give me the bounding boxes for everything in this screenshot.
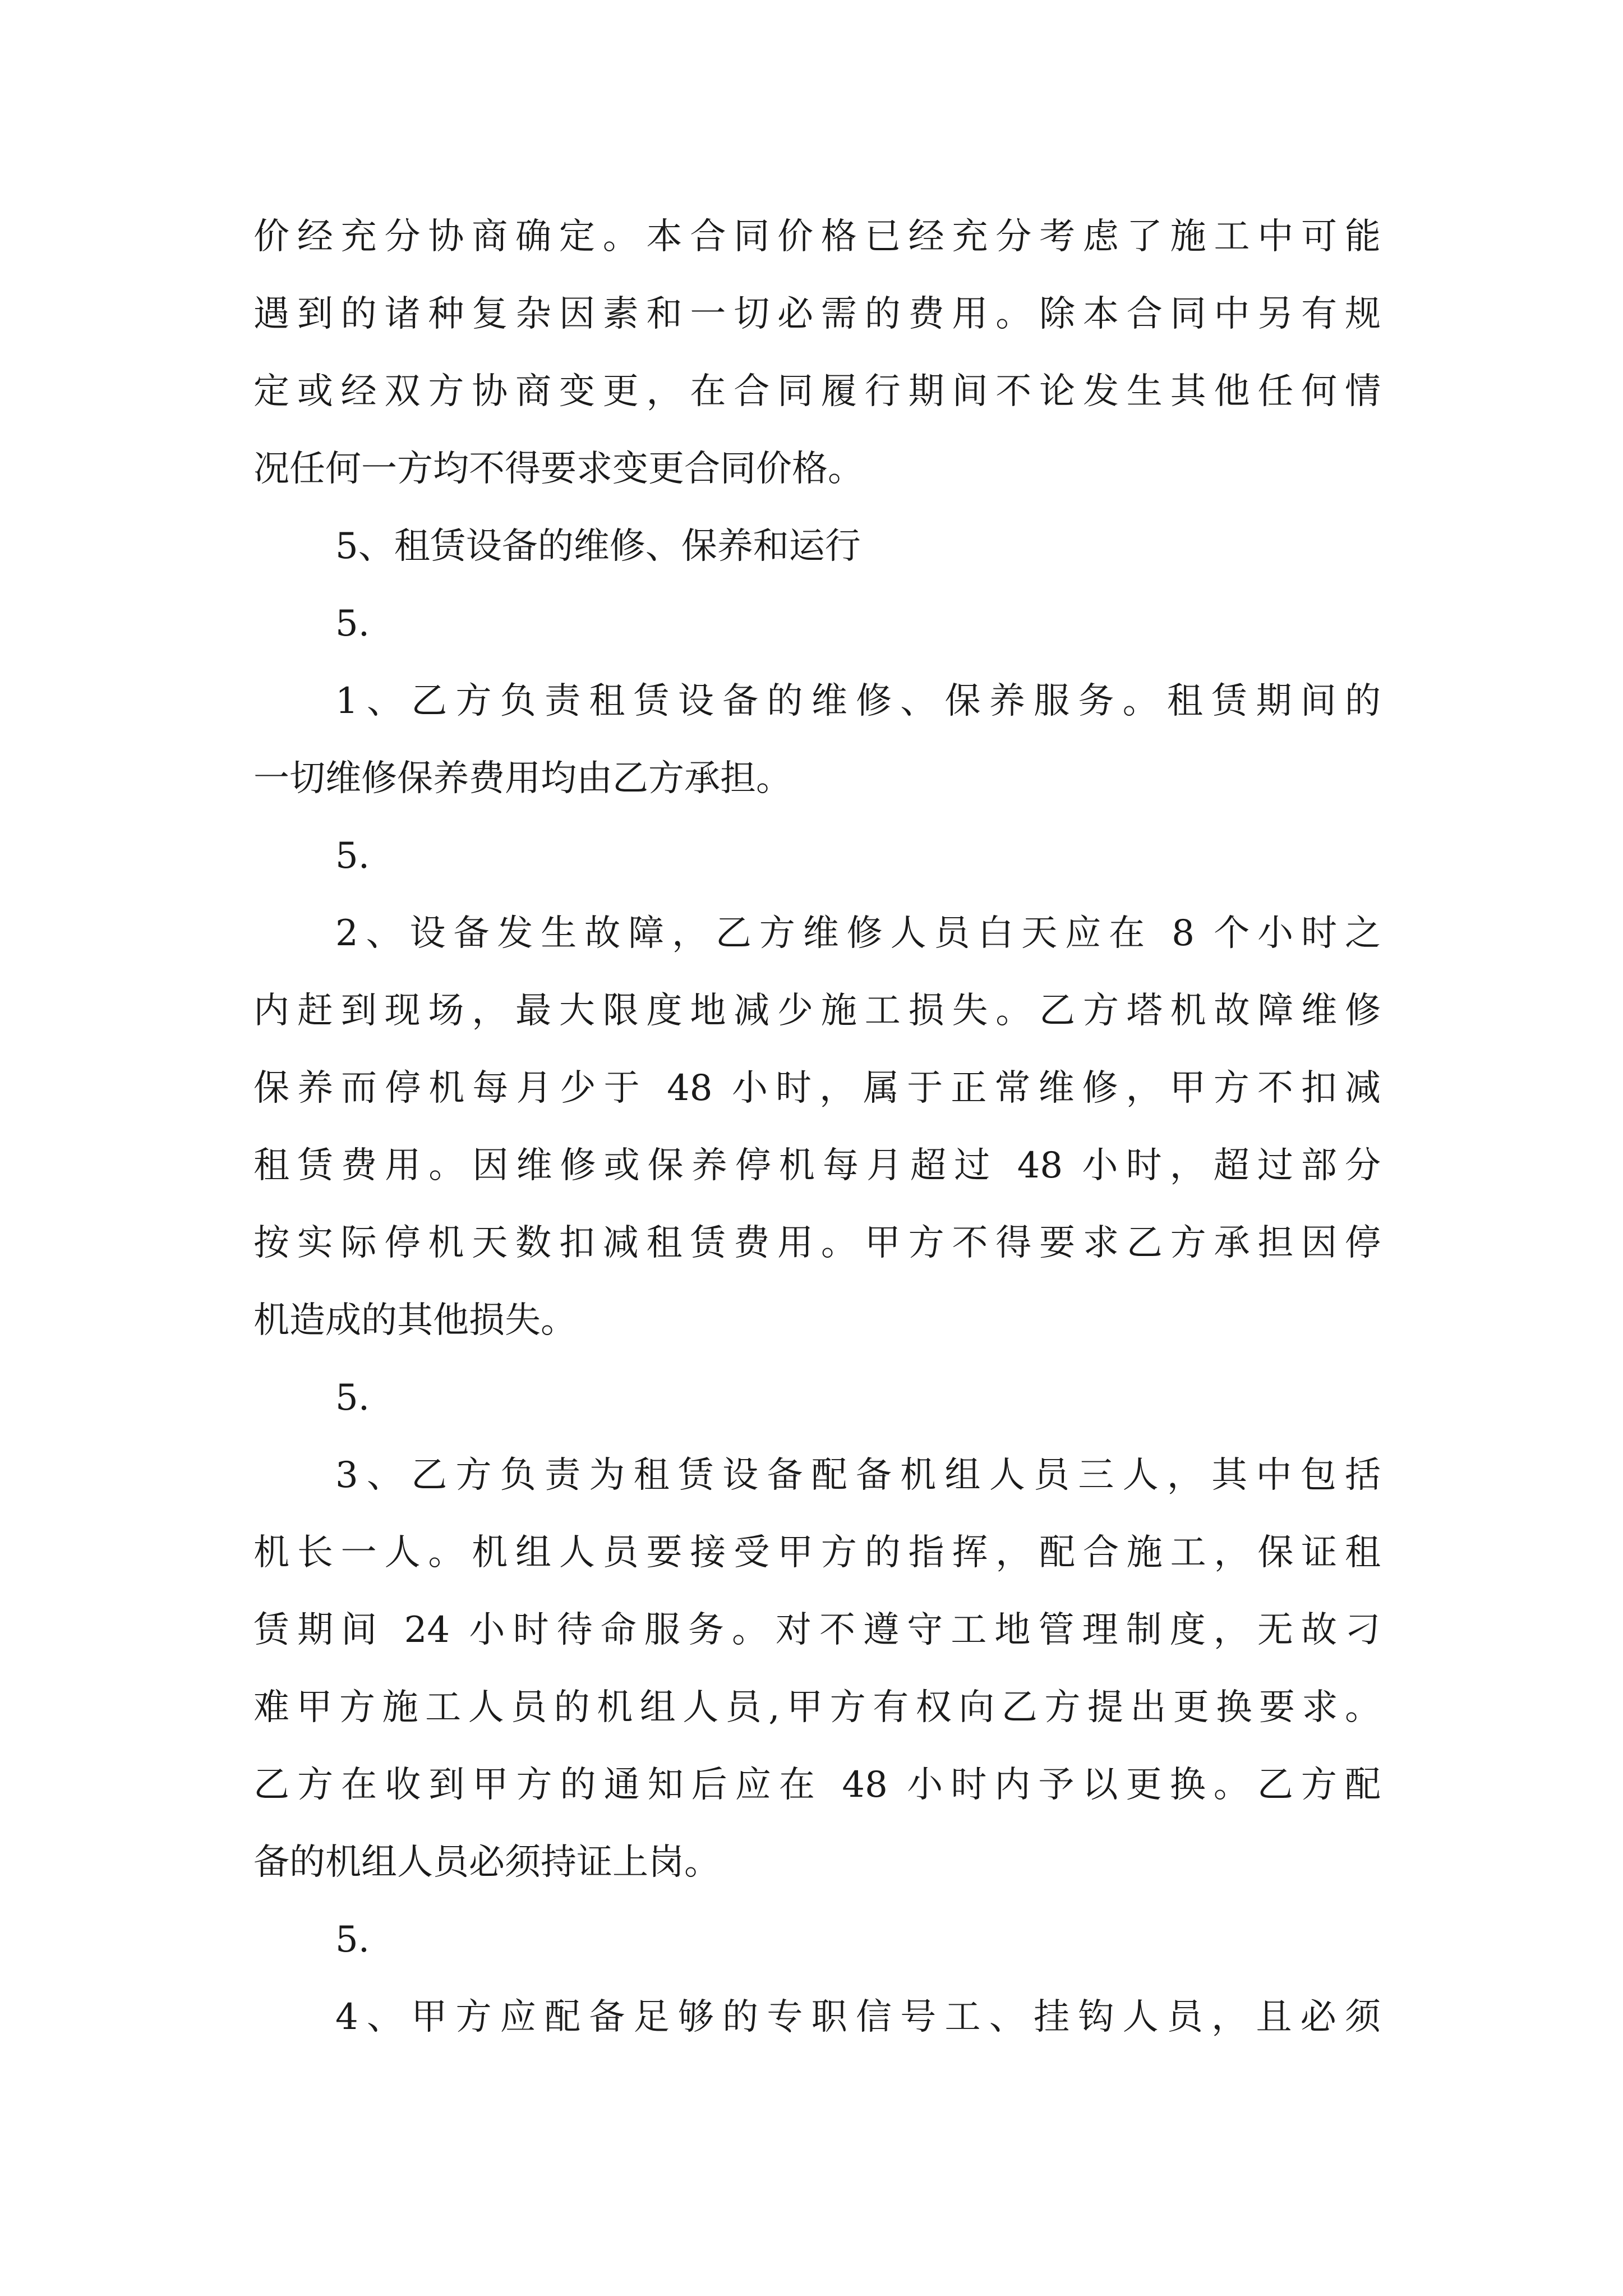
body-text-line: 赁期间 24 小时待命服务。对不遵守工地管理制度，无故刁 xyxy=(253,1609,1381,1651)
clause-number: 5. xyxy=(335,1919,370,1961)
body-text-line: 价经充分协商确定。本合同价格已经充分考虑了施工中可能 xyxy=(253,216,1381,257)
body-text-line: 一切维修保养费用均由乙方承担。 xyxy=(253,758,792,799)
body-text-line: 备的机组人员必须持证上岗。 xyxy=(253,1842,720,1883)
body-text-line: 遇到的诸种复杂因素和一切必需的费用。除本合同中另有规 xyxy=(253,293,1381,335)
body-text-line: 2、设备发生故障，乙方维修人员白天应在 8 个小时之 xyxy=(335,913,1381,954)
body-text-line: 况任何一方均不得要求变更合同价格。 xyxy=(253,448,864,490)
clause-number: 5. xyxy=(335,1377,370,1419)
body-text-line: 机造成的其他损失。 xyxy=(253,1300,577,1341)
clause-number: 5. xyxy=(335,835,370,877)
body-text-line: 4、甲方应配备足够的专职信号工、挂钩人员，且必须 xyxy=(335,1996,1381,2038)
body-text-line: 1、乙方负责租赁设备的维修、保养服务。租赁期间的 xyxy=(335,680,1381,722)
body-text-line: 按实际停机天数扣减租赁费用。甲方不得要求乙方承担因停 xyxy=(253,1222,1381,1264)
clause-number: 5. xyxy=(335,603,370,645)
body-text-line: 保养而停机每月少于 48 小时，属于正常维修，甲方不扣减 xyxy=(253,1068,1381,1109)
body-text-line: 难甲方施工人员的机组人员,甲方有权向乙方提出更换要求。 xyxy=(253,1687,1381,1728)
body-text-line: 租赁费用。因维修或保养停机每月超过 48 小时，超过部分 xyxy=(253,1145,1381,1186)
body-text-line: 内赶到现场，最大限度地减少施工损失。乙方塔机故障维修 xyxy=(253,990,1381,1032)
body-text-line: 定或经双方协商变更，在合同履行期间不论发生其他任何情 xyxy=(253,371,1381,412)
section-heading: 5、租赁设备的维修、保养和运行 xyxy=(335,526,861,567)
body-text-line: 乙方在收到甲方的通知后应在 48 小时内予以更换。乙方配 xyxy=(253,1764,1381,1806)
body-text-line: 机长一人。机组人员要接受甲方的指挥，配合施工，保证租 xyxy=(253,1532,1381,1573)
body-text-line: 3、乙方负责为租赁设备配备机组人员三人，其中包括 xyxy=(335,1455,1381,1496)
